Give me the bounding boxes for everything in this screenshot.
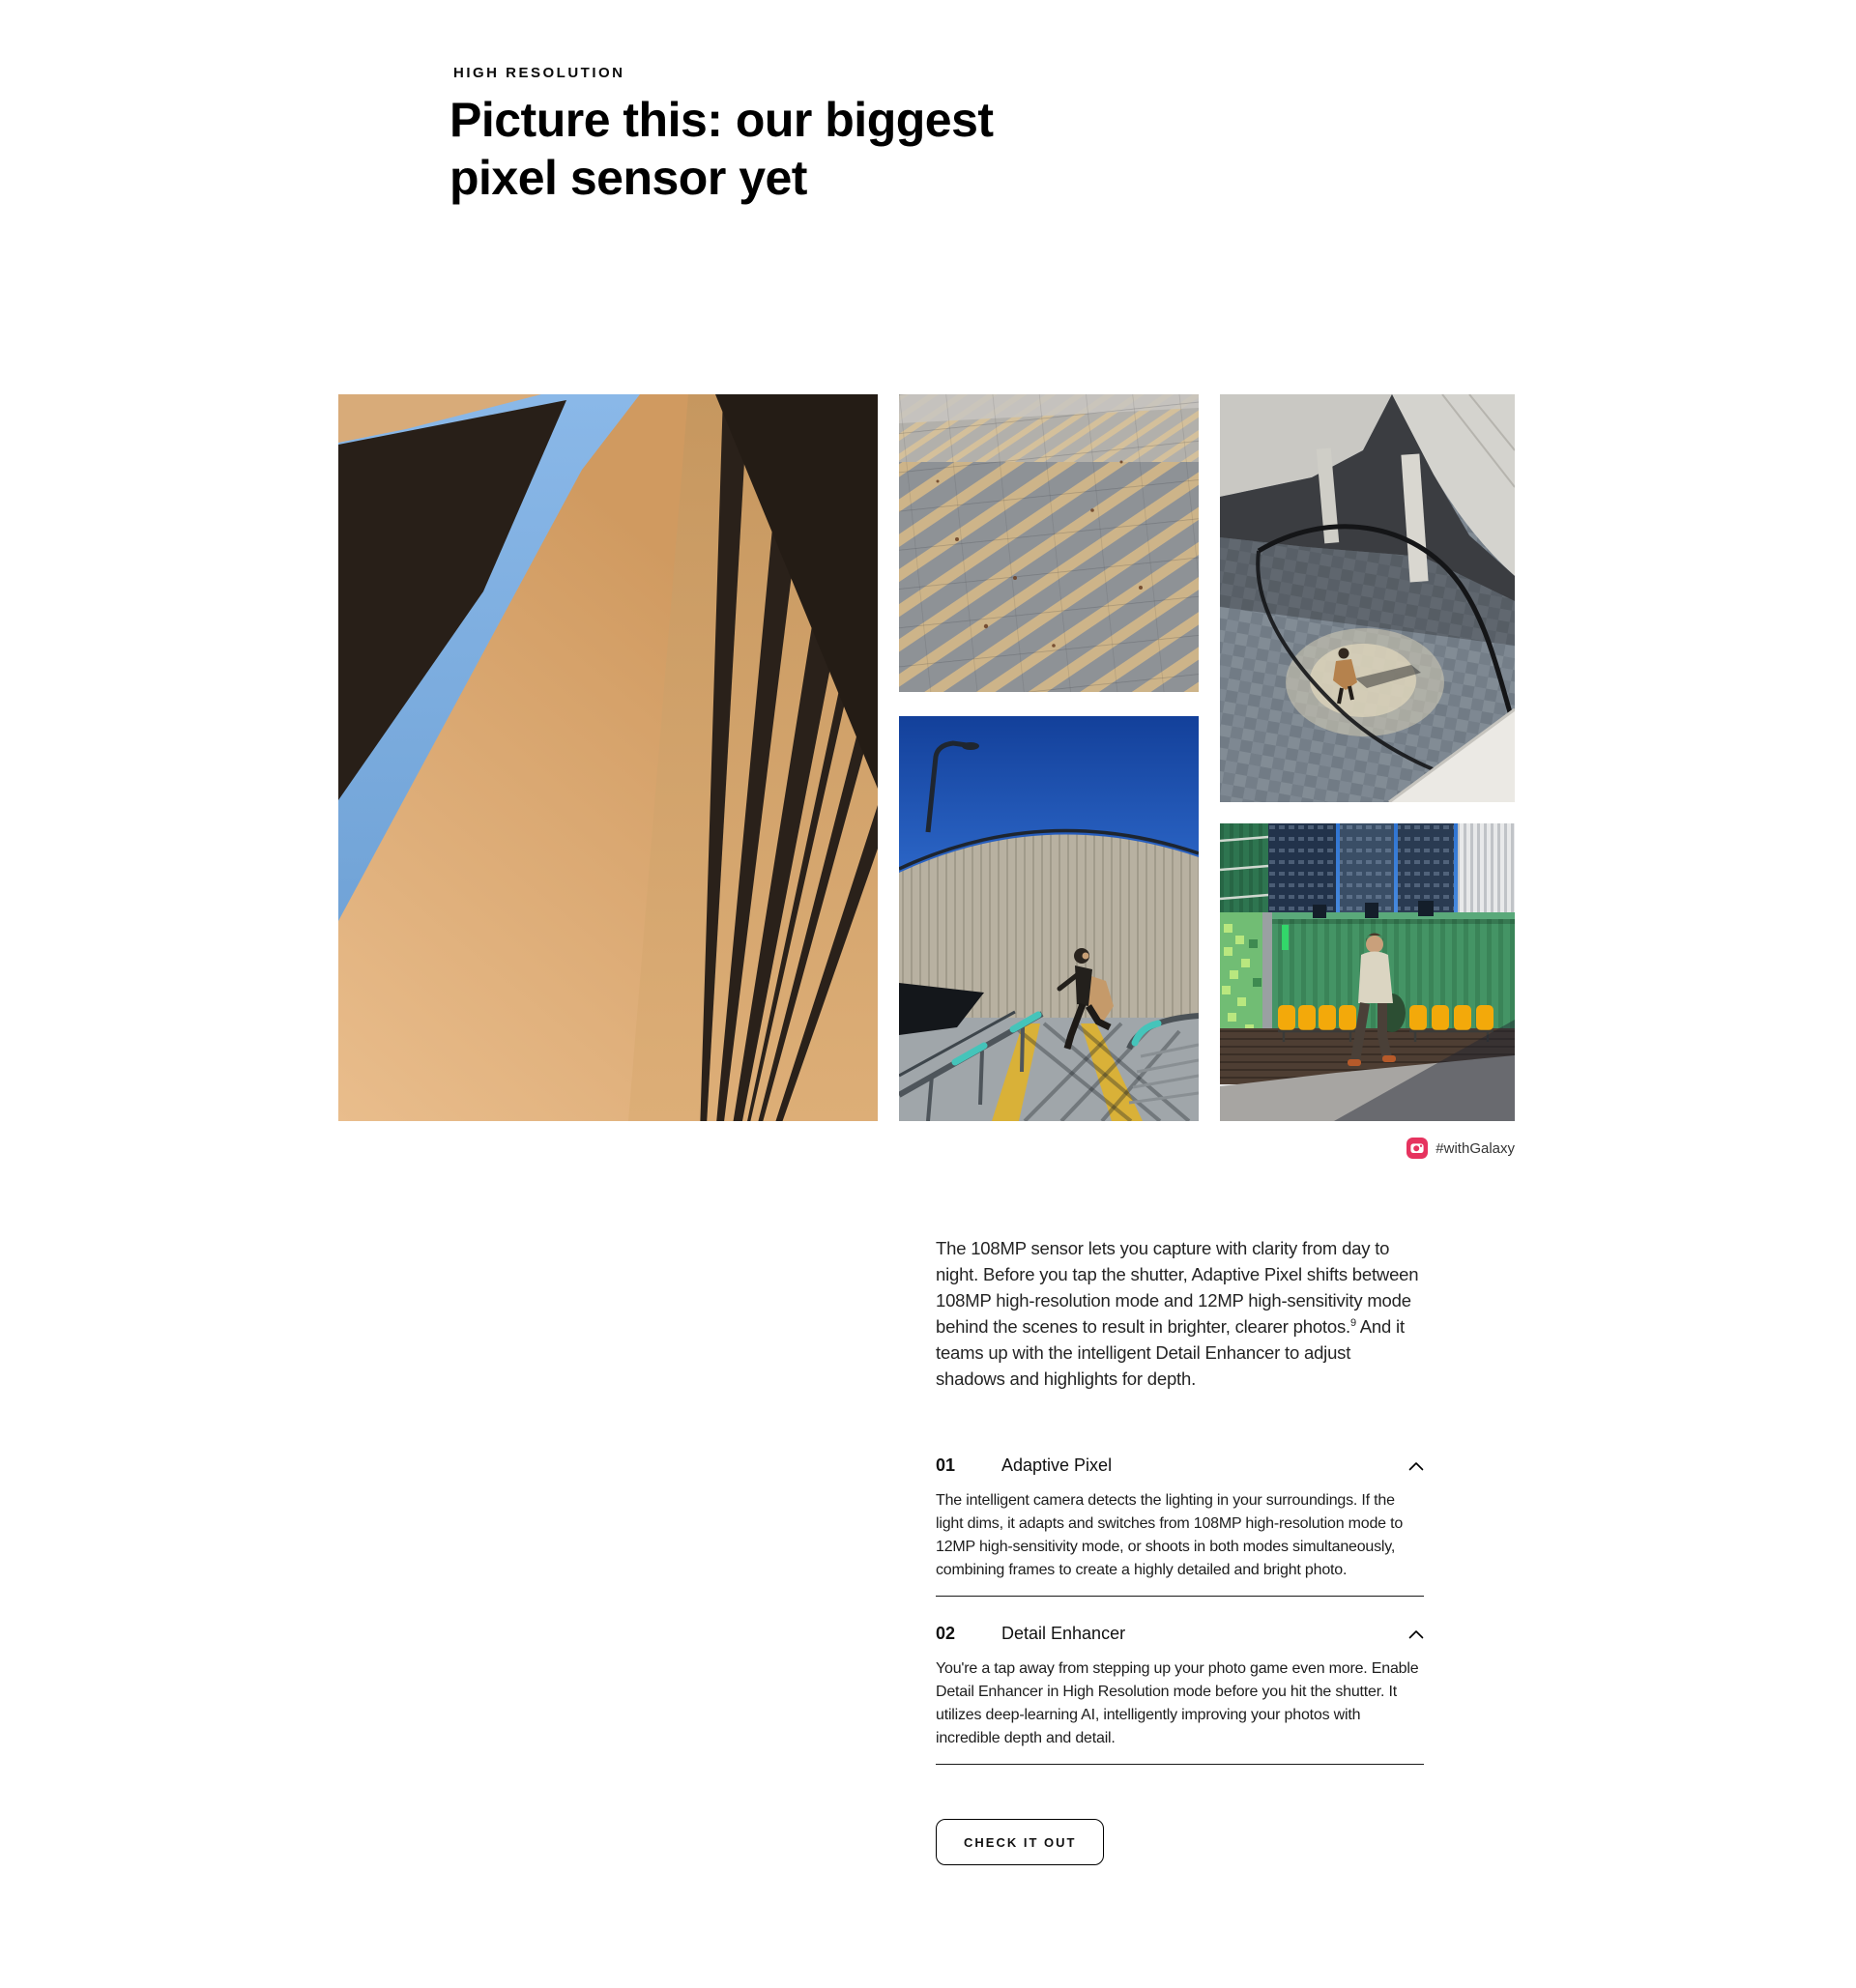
intro-paragraph: [936, 1235, 1424, 1392]
stairs-photo-illustration: [899, 716, 1199, 1121]
accordion-number: 01: [936, 1455, 956, 1475]
accordion-header-adaptive-pixel[interactable]: [936, 1452, 1424, 1484]
footnote-ref: 9: [1349, 1316, 1356, 1329]
hashtag-label: #withGalaxy: [1436, 1139, 1515, 1157]
feature-accordion: [936, 1452, 1424, 1765]
accordion-label: Adaptive Pixel: [1001, 1455, 1113, 1475]
accordion-number: 02: [936, 1624, 956, 1643]
hashtag-row: [1406, 1137, 1515, 1160]
accordion-label: Detail Enhancer: [1001, 1624, 1126, 1643]
plaza-photo-illustration: [899, 394, 1199, 692]
instagram-icon: [1406, 1138, 1428, 1159]
accordion-body: The intelligent camera detects the lighting in your surroundings. If the light dims, it adapts and switches from 108MP high-resolution mode to 12MP high-sensitivity mode, or shoots in both modes simultaneously, combining frames to create a highly detailed and bright photo.: [936, 1492, 1404, 1578]
gallery-photo-architecture: [338, 394, 878, 1121]
gallery-photo-subway-stairs: [899, 716, 1199, 1121]
accordion-header-detail-enhancer[interactable]: [936, 1620, 1424, 1652]
feature-content-column: [936, 1235, 1424, 1865]
photo-gallery: [338, 394, 1515, 1157]
accordion-item-adaptive-pixel: [936, 1452, 1424, 1597]
gallery-photo-courtyard-overhead: [1220, 394, 1515, 802]
section-eyebrow: HIGH RESOLUTION: [453, 65, 625, 81]
accordion-item-detail-enhancer: [936, 1597, 1424, 1765]
chevron-up-icon[interactable]: [1408, 1629, 1424, 1639]
accordion-body: You're a tap away from stepping up your photo game even more. Enable Detail Enhancer in High Resolution mode before you hit the shutter. It utilizes deep-learning AI, intelligently improving your photos with incredible depth and detail.: [936, 1660, 1419, 1746]
chevron-up-icon[interactable]: [1408, 1461, 1424, 1471]
gallery-photo-plaza-shadows: [899, 394, 1199, 692]
intro-text-part2: And it teams up with the intelligent Detail Enhancer to adjust shadows and highlights for depth.: [936, 1316, 1405, 1389]
architecture-photo-illustration: [338, 394, 878, 1121]
containers-photo-illustration: [1220, 823, 1515, 1121]
page-title: Picture this: our biggest pixel sensor yet: [450, 93, 994, 205]
intro-text-part1: The 108MP sensor lets you capture with clarity from day to night. Before you tap the shutter, Adaptive Pixel shifts between 108MP high-resolution mode and 12MP high-sensitivity mode behind the scenes to result in brighter, clearer photos.: [936, 1238, 1419, 1337]
check-it-out-button[interactable]: CHECK IT OUT: [936, 1819, 1104, 1865]
gallery-photo-container-street: [1220, 823, 1515, 1121]
courtyard-photo-illustration: [1220, 394, 1515, 802]
